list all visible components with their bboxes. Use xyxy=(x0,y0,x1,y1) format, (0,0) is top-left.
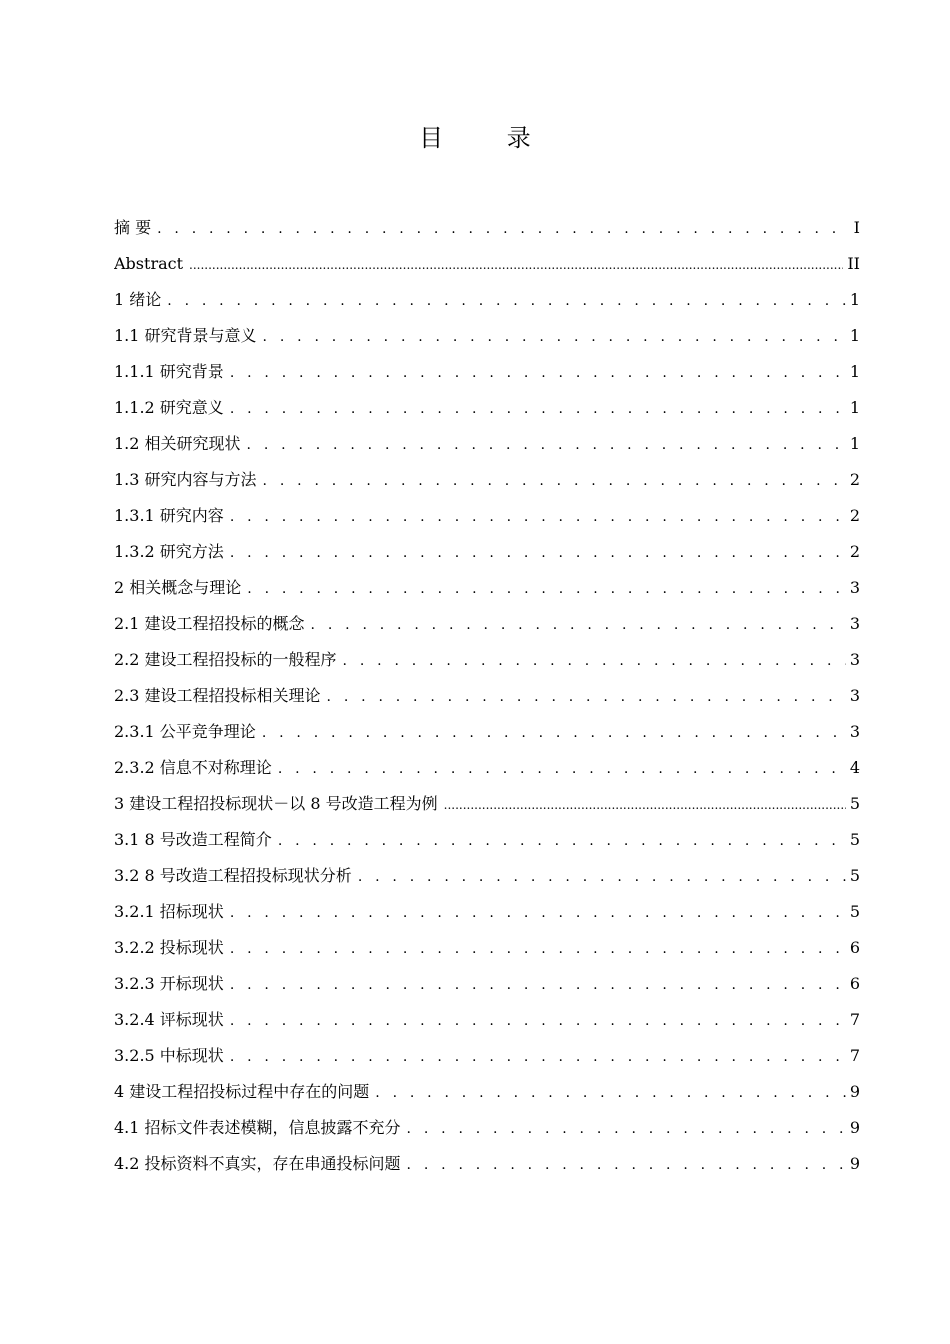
toc-leader-dots xyxy=(311,607,846,642)
toc-leader-dots xyxy=(157,211,850,246)
toc-entry[interactable] xyxy=(114,462,860,498)
toc-entry-page-number: 9 xyxy=(849,1154,860,1173)
toc-leader-dots xyxy=(230,1039,846,1074)
toc-leader-dots xyxy=(262,715,846,750)
toc-entry-page-number: 4 xyxy=(849,758,860,777)
toc-entry-page-number: 1 xyxy=(849,434,860,453)
toc-entry-label: 3.2 8 号改造工程招投标现状分析 xyxy=(114,866,352,885)
toc-entry-label: 3.2.5 中标现状 xyxy=(114,1046,224,1065)
toc-entry[interactable] xyxy=(114,858,860,894)
toc-entry[interactable] xyxy=(114,498,860,534)
toc-entry-page-number: 3 xyxy=(849,614,860,633)
toc-entry-page-number: 6 xyxy=(849,974,860,993)
toc-entry[interactable] xyxy=(114,210,860,246)
toc-entry-page-number: 5 xyxy=(849,794,860,813)
toc-leader-dots xyxy=(167,283,846,318)
toc-entry-page-number: I xyxy=(853,218,860,237)
toc-entry[interactable] xyxy=(114,318,860,354)
toc-entry-label: 1.1.2 研究意义 xyxy=(114,398,224,417)
toc-entry-page-number: 1 xyxy=(849,398,860,417)
toc-leader-dots xyxy=(444,787,846,822)
toc-leader-dots xyxy=(230,391,846,426)
toc-entry-label: 3.1 8 号改造工程简介 xyxy=(114,830,272,849)
toc-entry-label: 1.1 研究背景与意义 xyxy=(114,326,257,345)
toc-entry-label: 3.2.3 开标现状 xyxy=(114,974,224,993)
toc-entry-page-number: 5 xyxy=(849,902,860,921)
toc-entry[interactable] xyxy=(114,606,860,642)
toc-entry-label: 4.1 招标文件表述模糊，信息披露不充分 xyxy=(114,1118,401,1137)
toc-entry-page-number: 5 xyxy=(849,830,860,849)
toc-entry-label: 2 相关概念与理论 xyxy=(114,578,242,597)
toc-entry-page-number: 9 xyxy=(849,1118,860,1137)
toc-entry[interactable] xyxy=(114,282,860,318)
toc-leader-dots xyxy=(230,355,846,390)
toc-leader-dots xyxy=(247,571,846,606)
toc-entry-label: 4 建设工程招投标过程中存在的问题 xyxy=(114,1082,370,1101)
toc-entry-label: 2.3.1 公平竞争理论 xyxy=(114,722,256,741)
toc-entry[interactable] xyxy=(114,966,860,1002)
toc-entry-page-number: 6 xyxy=(849,938,860,957)
toc-entry-page-number: 1 xyxy=(849,290,860,309)
toc-entry[interactable] xyxy=(114,930,860,966)
toc-leader-dots xyxy=(230,1003,846,1038)
toc-entry-label: Abstract xyxy=(114,254,184,273)
toc-entry-page-number: 2 xyxy=(849,506,860,525)
toc-entry-page-number: 3 xyxy=(849,650,860,669)
toc-entry-label: 1.3 研究内容与方法 xyxy=(114,470,257,489)
toc-entry-label: 1.3.1 研究内容 xyxy=(114,506,224,525)
table-of-contents xyxy=(114,210,860,1182)
toc-entry[interactable] xyxy=(114,750,860,786)
toc-entry-page-number: II xyxy=(847,254,860,273)
toc-entry[interactable] xyxy=(114,822,860,858)
toc-leader-dots xyxy=(230,967,846,1002)
toc-entry-label: 1.3.2 研究方法 xyxy=(114,542,224,561)
toc-entry[interactable] xyxy=(114,354,860,390)
toc-entry-label: 4.2 投标资料不真实，存在串通投标问题 xyxy=(114,1154,401,1173)
toc-entry-label: 3.2.2 投标现状 xyxy=(114,938,224,957)
toc-entry[interactable] xyxy=(114,390,860,426)
toc-entry[interactable] xyxy=(114,570,860,606)
toc-leader-dots xyxy=(247,427,846,462)
toc-leader-dots xyxy=(230,931,846,966)
toc-leader-dots xyxy=(230,499,846,534)
toc-entry-page-number: 9 xyxy=(849,1082,860,1101)
toc-entry-label: 1.1.1 研究背景 xyxy=(114,362,224,381)
toc-entry[interactable] xyxy=(114,534,860,570)
toc-entry-page-number: 3 xyxy=(849,686,860,705)
toc-entry-label: 摘 要 xyxy=(114,218,152,237)
toc-entry-page-number: 3 xyxy=(849,722,860,741)
toc-entry[interactable] xyxy=(114,786,860,822)
toc-entry[interactable] xyxy=(114,246,860,282)
toc-entry[interactable] xyxy=(114,894,860,930)
toc-leader-dots xyxy=(263,463,846,498)
toc-entry[interactable] xyxy=(114,1110,860,1146)
toc-entry-page-number: 5 xyxy=(849,866,860,885)
toc-leader-dots xyxy=(230,535,846,570)
toc-entry[interactable] xyxy=(114,1038,860,1074)
toc-leader-dots xyxy=(327,679,846,714)
toc-leader-dots xyxy=(343,643,846,678)
toc-entry-label: 2.3 建设工程招投标相关理论 xyxy=(114,686,321,705)
toc-entry[interactable] xyxy=(114,1074,860,1110)
toc-leader-dots xyxy=(407,1147,846,1182)
toc-leader-dots xyxy=(375,1075,846,1110)
toc-leader-dots xyxy=(278,823,846,858)
toc-entry[interactable] xyxy=(114,1146,860,1182)
toc-entry-label: 2.3.2 信息不对称理论 xyxy=(114,758,272,777)
toc-entry-label: 1.2 相关研究现状 xyxy=(114,434,241,453)
toc-entry-page-number: 2 xyxy=(849,470,860,489)
toc-entry-label: 3.2.1 招标现状 xyxy=(114,902,224,921)
toc-leader-dots xyxy=(189,247,843,282)
toc-leader-dots xyxy=(407,1111,846,1146)
toc-entry-page-number: 2 xyxy=(849,542,860,561)
toc-leader-dots xyxy=(263,319,846,354)
toc-entry[interactable] xyxy=(114,426,860,462)
toc-entry-page-number: 1 xyxy=(849,362,860,381)
toc-entry-label: 3 建设工程招投标现状－以 8 号改造工程为例 xyxy=(114,794,438,813)
toc-entry[interactable] xyxy=(114,642,860,678)
toc-entry-page-number: 7 xyxy=(849,1046,860,1065)
toc-entry-page-number: 1 xyxy=(849,326,860,345)
toc-leader-dots xyxy=(230,895,846,930)
toc-entry-page-number: 3 xyxy=(849,578,860,597)
toc-entry[interactable] xyxy=(114,714,860,750)
toc-entry-label: 2.1 建设工程招投标的概念 xyxy=(114,614,305,633)
toc-leader-dots xyxy=(278,751,846,786)
toc-entry-label: 3.2.4 评标现状 xyxy=(114,1010,224,1029)
toc-entry[interactable] xyxy=(114,1002,860,1038)
toc-entry-page-number: 7 xyxy=(849,1010,860,1029)
toc-leader-dots xyxy=(358,859,846,894)
toc-entry-label: 2.2 建设工程招投标的一般程序 xyxy=(114,650,337,669)
toc-entry-label: 1 绪论 xyxy=(114,290,162,309)
toc-entry[interactable] xyxy=(114,678,860,714)
page-title: 目 录 xyxy=(419,124,559,152)
